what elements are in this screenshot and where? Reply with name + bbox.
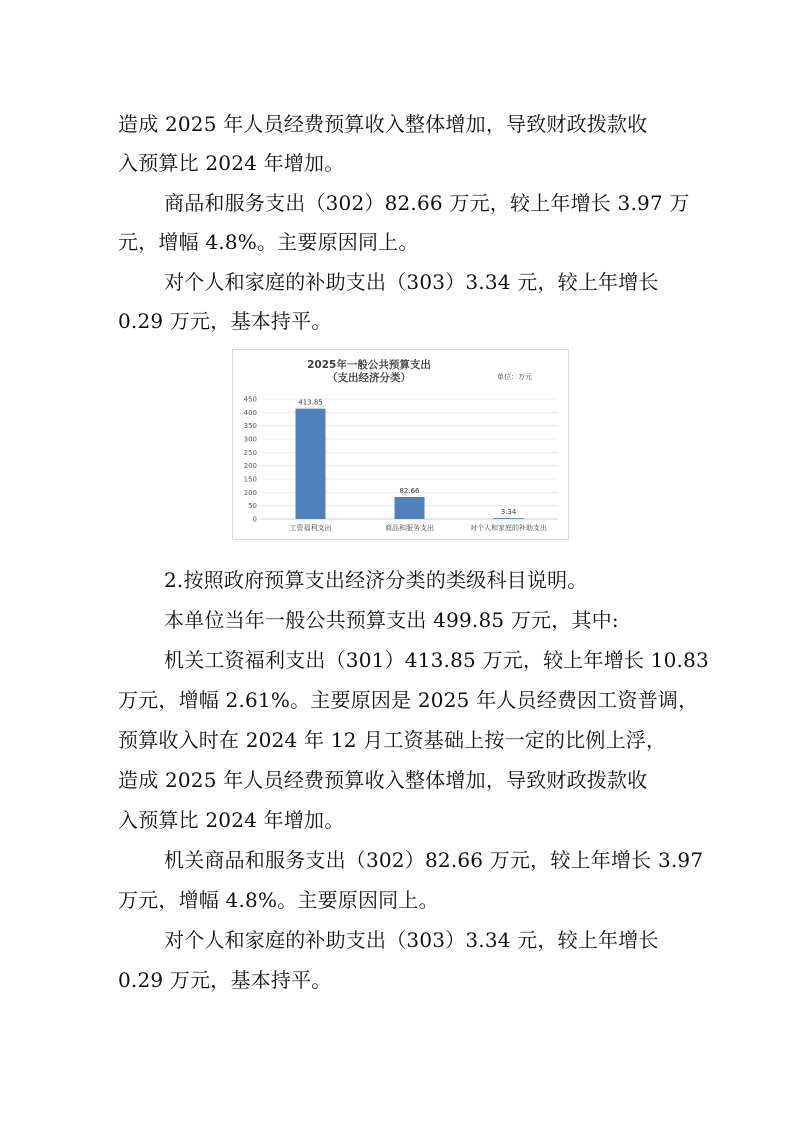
bar <box>296 409 326 519</box>
expenditure-bar-chart <box>232 349 569 540</box>
bar <box>494 518 524 519</box>
paragraph-1-line-1: 造成 2025 年人员经费预算收入整体增加，导致财政拨款收 <box>118 112 648 136</box>
y-tick-label: 150 <box>243 475 257 484</box>
bar-value-label: 413.85 <box>298 398 323 407</box>
x-tick-label: 商品和服务支出 <box>385 524 434 532</box>
paragraph-6-line-2: 万元，增幅 2.61%。主要原因是 2025 年人员经费因工资普调， <box>118 688 699 712</box>
bar-value-label: 3.34 <box>500 508 517 517</box>
y-tick-label: 0 <box>252 515 257 524</box>
y-tick-label: 400 <box>243 408 257 417</box>
chart-title: 2025年一般公共预算支出 <box>307 359 431 371</box>
paragraph-2-line-1: 商品和服务支出（302）82.66 万元，较上年增长 3.97 万 <box>164 191 690 215</box>
paragraph-6-line-1: 机关工资福利支出（301）413.85 万元，较上年增长 10.83 <box>164 648 709 672</box>
y-tick-label: 200 <box>243 462 257 471</box>
y-tick-label: 250 <box>243 448 257 457</box>
chart-y-ticks <box>244 396 257 524</box>
y-tick-label: 100 <box>243 488 257 497</box>
chart-svg <box>233 350 568 539</box>
y-tick-label: 300 <box>243 435 257 444</box>
y-tick-label: 450 <box>243 395 257 404</box>
paragraph-6-line-5: 入预算比 2024 年增加。 <box>118 808 345 832</box>
bar <box>395 497 425 519</box>
paragraph-3-line-2: 0.29 万元，基本持平。 <box>118 309 332 333</box>
chart-subtitle: （支出经济分类） <box>327 372 411 384</box>
chart-bars <box>296 409 524 519</box>
paragraph-8-line-2: 0.29 万元，基本持平。 <box>118 968 332 992</box>
x-tick-label: 工资福利支出 <box>289 524 332 532</box>
y-tick-label: 350 <box>243 422 257 431</box>
paragraph-7-line-2: 万元，增幅 4.8%。主要原因同上。 <box>118 888 439 912</box>
paragraph-1-line-2: 入预算比 2024 年增加。 <box>118 151 345 175</box>
paragraph-8-line-1: 对个人和家庭的补助支出（303）3.34 元，较上年增长 <box>164 928 659 952</box>
paragraph-6-line-4: 造成 2025 年人员经费预算收入整体增加，导致财政拨款收 <box>118 768 648 792</box>
chart-x-ticks <box>290 523 548 532</box>
paragraph-3-line-1: 对个人和家庭的补助支出（303）3.34 元，较上年增长 <box>164 270 659 294</box>
chart-unit-note: 单位：万元 <box>497 373 532 381</box>
paragraph-4: 2.按照政府预算支出经济分类的类级科目说明。 <box>164 568 588 592</box>
paragraph-5: 本单位当年一般公共预算支出 499.85 万元，其中: <box>164 608 619 632</box>
y-tick-label: 50 <box>248 502 257 511</box>
paragraph-2-line-2: 元，增幅 4.8%。主要原因同上。 <box>118 230 419 254</box>
bar-value-label: 82.66 <box>399 486 420 495</box>
paragraph-6-line-3: 预算收入时在 2024 年 12 月工资基础上按一定的比例上浮， <box>118 728 667 752</box>
paragraph-7-line-1: 机关商品和服务支出（302）82.66 万元，较上年增长 3.97 <box>164 848 704 872</box>
x-tick-label: 对个人和家庭的补助支出 <box>470 524 547 532</box>
